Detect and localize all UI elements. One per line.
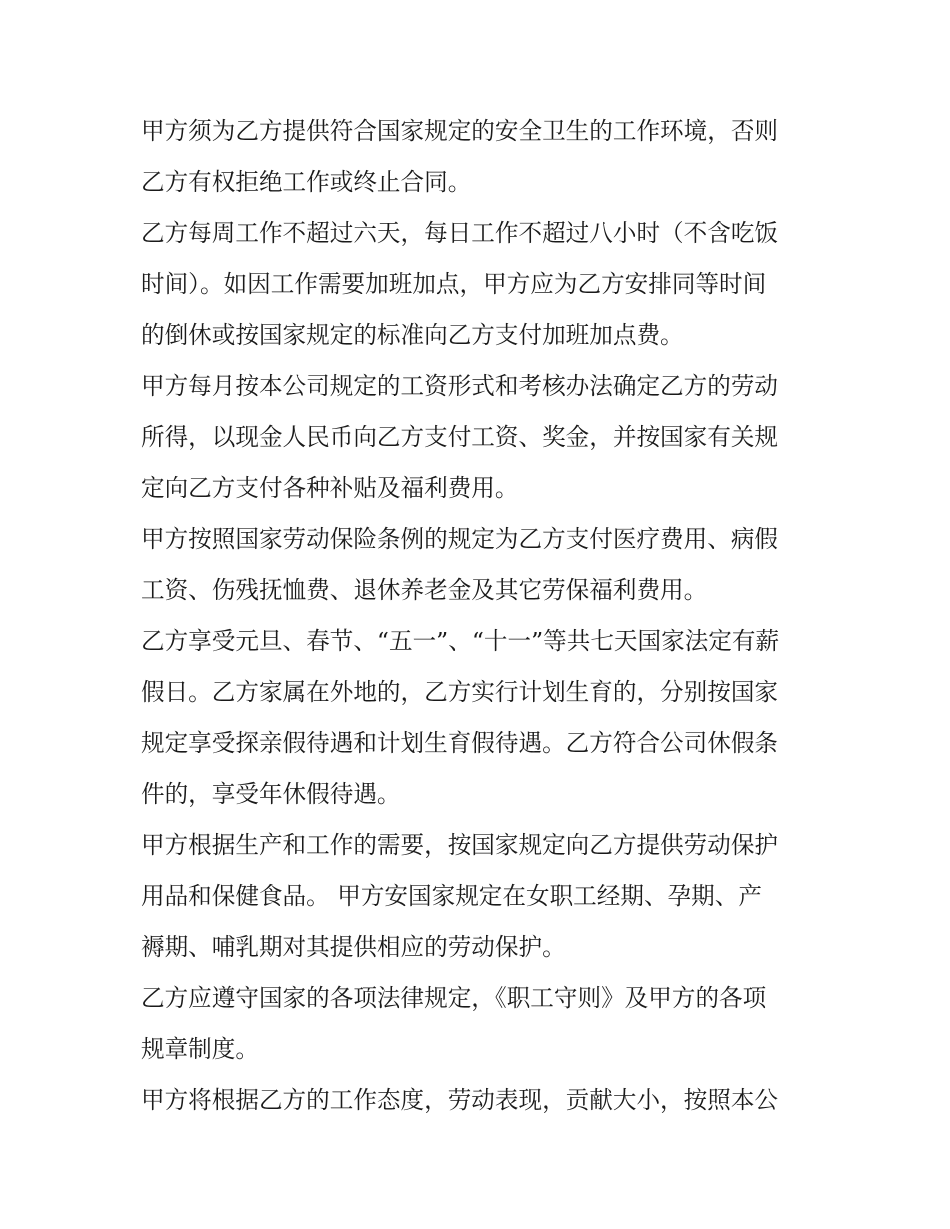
paragraph-wages: [141, 361, 821, 514]
text-line: 乙方每周工作不超过六天，每日工作不超过八小时（不含吃饭: [141, 219, 779, 247]
text-line: 件的，享受年休假待遇。: [141, 780, 401, 808]
paragraph-performance: [141, 1075, 821, 1126]
text-line: 定向乙方支付各种补贴及福利费用。: [141, 474, 519, 502]
text-line: 甲方根据生产和工作的需要，按国家规定向乙方提供劳动保护: [141, 831, 779, 859]
text-line: 甲方每月按本公司规定的工资形式和考核办法确定乙方的劳动: [141, 372, 779, 400]
document-body: [141, 106, 821, 1126]
text-line: 乙方享受元旦、春节、“五一”、“十一”等共七天国家法定有薪: [141, 627, 780, 655]
text-line: 时间）。如因工作需要加班加点，甲方应为乙方安排同等时间: [141, 270, 767, 298]
paragraph-safety-environment: [141, 106, 821, 208]
text-line: 规定享受探亲假待遇和计划生育假待遇。乙方符合公司休假条: [141, 729, 779, 757]
paragraph-insurance: [141, 514, 821, 616]
text-line: 用品和保健食品。 甲方安国家规定在女职工经期、孕期、产: [141, 882, 762, 910]
text-line: 甲方须为乙方提供符合国家规定的安全卫生的工作环境，否则: [141, 117, 779, 145]
text-line: 规章制度。: [141, 1035, 259, 1063]
paragraph-labor-protection: [141, 820, 821, 973]
text-line: 所得，以现金人民币向乙方支付工资、奖金，并按国家有关规: [141, 423, 779, 451]
text-line: 乙方有权拒绝工作或终止合同。: [141, 168, 472, 196]
text-line: 褥期、哺乳期对其提供相应的劳动保护。: [141, 933, 566, 961]
text-line: 甲方将根据乙方的工作态度，劳动表现，贡献大小，按照本公: [141, 1086, 779, 1114]
paragraph-holidays: [141, 616, 821, 820]
text-line: 甲方按照国家劳动保险条例的规定为乙方支付医疗费用、病假: [141, 525, 779, 553]
text-line: 乙方应遵守国家的各项法律规定，《职工守则》及甲方的各项: [141, 984, 767, 1012]
text-line: 假日。乙方家属在外地的，乙方实行计划生育的，分别按国家: [141, 678, 779, 706]
text-line: 的倒休或按国家规定的标准向乙方支付加班加点费。: [141, 321, 684, 349]
paragraph-working-hours: [141, 208, 821, 361]
paragraph-regulations: [141, 973, 821, 1075]
text-line: 工资、伤残抚恤费、退休养老金及其它劳保福利费用。: [141, 576, 708, 604]
